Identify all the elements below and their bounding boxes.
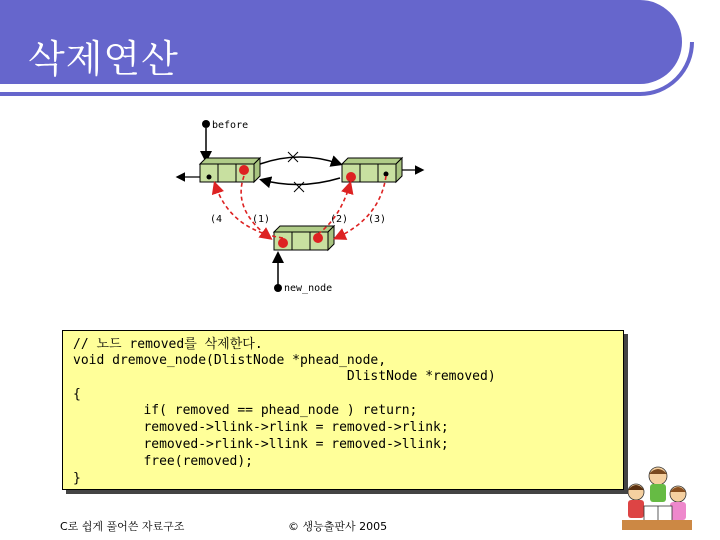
code-line: removed->rlink->llink = removed->llink; bbox=[73, 437, 449, 452]
code-line: if( removed == phead_node ) return; bbox=[73, 403, 418, 418]
dashed-arrow-1 bbox=[241, 176, 270, 238]
deletion-diagram bbox=[0, 110, 720, 330]
title-bar bbox=[0, 0, 720, 110]
code-line: void dremove_node(DlistNode *phead_node, bbox=[73, 353, 387, 368]
code-line: // 노드 removed를 삭제한다. bbox=[73, 337, 263, 352]
step-label-3: (3) bbox=[368, 214, 387, 225]
footer-book-title: C로 쉽게 풀어쓴 자료구조 bbox=[60, 520, 185, 533]
dashed-arrow-3 bbox=[336, 176, 386, 238]
step-label-2: (2) bbox=[330, 214, 349, 225]
code-line: } bbox=[73, 471, 81, 486]
dashed-arrow-4 bbox=[215, 184, 283, 238]
old-rlink-arrow bbox=[260, 157, 340, 164]
before-label: before bbox=[212, 120, 249, 131]
code-line: DlistNode *removed) bbox=[73, 369, 496, 384]
children-reading-illustration bbox=[618, 462, 696, 532]
code-line: removed->llink->rlink = removed->rlink; bbox=[73, 420, 449, 435]
slide-title: 삭제연산 bbox=[28, 37, 179, 81]
new-node-pointer-dot bbox=[274, 284, 282, 292]
left-node bbox=[200, 158, 260, 182]
new-node-label: new_node bbox=[284, 283, 333, 294]
before-pointer-dot bbox=[202, 120, 210, 128]
code-line: { bbox=[73, 387, 81, 402]
step-label-4: (4 bbox=[210, 214, 223, 225]
code-box bbox=[62, 330, 624, 490]
footer-copyright: © 생능출판사 2005 bbox=[288, 520, 388, 533]
step-label-1: (1) bbox=[252, 214, 271, 225]
old-llink-arrow bbox=[262, 178, 340, 185]
right-node bbox=[342, 158, 402, 182]
code-line: free(removed); bbox=[73, 454, 254, 469]
cut-mark-bottom bbox=[294, 182, 304, 192]
